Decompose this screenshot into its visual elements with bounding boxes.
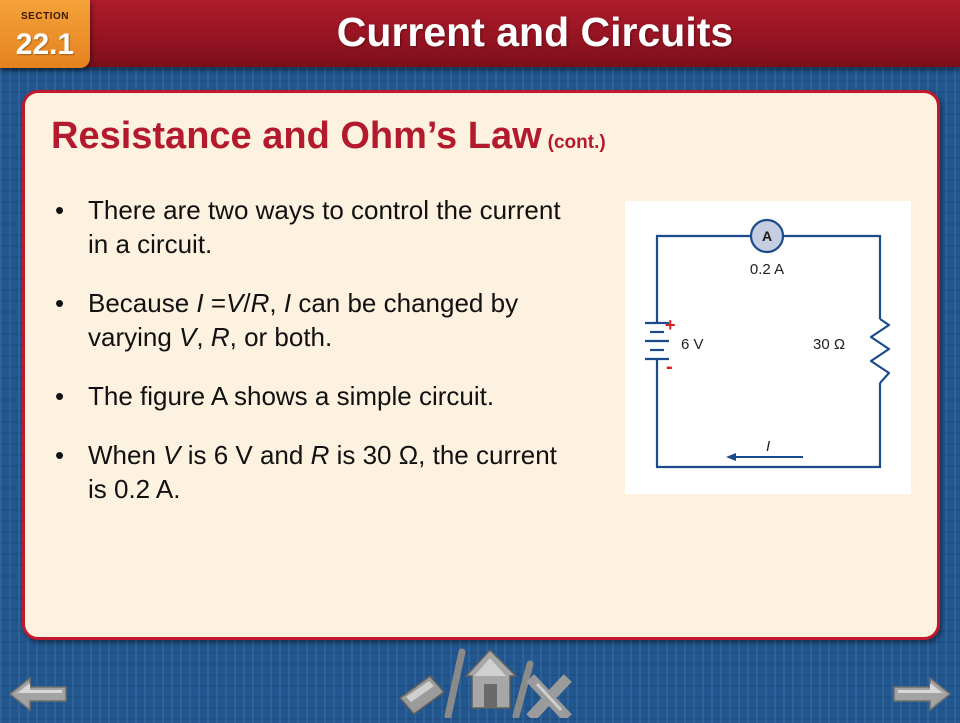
circuit-figure [625,201,911,494]
bullet-item [55,379,575,413]
back-button[interactable] [8,674,68,714]
section-badge [0,0,90,68]
bullet-text-run: The figure A shows a simple circuit. [88,381,495,411]
section-number: 22.1 [15,28,75,61]
ammeter-reading: 0.2 A [749,261,785,278]
forward-button[interactable] [892,674,952,714]
exit-icon[interactable] [534,682,564,714]
resistance-label: 30 Ω [813,336,846,353]
bullet-variable: V [179,322,197,352]
bullet-dot: • [55,195,65,225]
back-tool-icon[interactable] [400,676,444,714]
bullet-item [55,438,575,506]
bullet-text-run: can be changed by varying [88,288,519,352]
bullet-text-run: When [88,440,164,470]
bullet-variable: I [196,288,204,318]
slide-title-suffix: (cont.) [547,132,606,153]
bullet-text-run: / [243,288,251,318]
ammeter-symbol: A [761,228,773,244]
chapter-title: Current and Circuits [336,9,734,55]
bullet-text-run: , [269,288,284,318]
bullet-item [55,193,575,261]
bullet-item [55,286,575,354]
bullet-dot: • [55,440,65,470]
bullet-text-run: Because [88,288,197,318]
bullet-dot: • [55,381,65,411]
battery-voltage-label: 6 V [681,336,704,353]
header-bar [0,0,960,67]
bullet-dot: • [55,288,65,318]
divider-slash-icon [516,664,530,716]
bullet-list [55,193,575,531]
current-arrowhead-icon [726,453,736,461]
bullet-text [88,288,518,352]
bullet-text-run: = [203,288,227,318]
battery-plus-sign: + [665,315,676,335]
bullet-text-run: is 6 V and [180,440,311,470]
bullet-text [88,381,494,411]
section-label: SECTION [21,11,69,22]
bullet-variable: R [250,288,270,318]
slide-title [51,115,606,158]
slide-title-main: Resistance and Ohm’s Law [51,115,542,157]
resistor-icon [871,319,889,383]
home-icon[interactable] [466,650,516,708]
bullet-text-run: , [196,322,211,352]
forward-arrow-icon [892,674,952,714]
bullet-variable: I [283,288,292,318]
slide-nav-group [398,646,576,718]
battery-minus-sign: - [666,356,673,378]
bullet-variable: R [310,440,330,470]
circuit-diagram [625,201,911,494]
bullet-variable: V [163,440,181,470]
bullet-variable: V [226,288,244,318]
divider-slash-icon [448,652,462,716]
bullet-variable: R [210,322,230,352]
bullet-text-run: There are two ways to control the current in a circuit. [88,195,561,259]
bullet-text-run: , or both. [229,322,333,352]
bullet-text-run: is 30 Ω, the current is 0.2 A. [88,440,557,504]
current-label: I [766,438,771,455]
bullet-text [88,195,561,259]
back-arrow-icon [8,674,68,714]
bullet-text [88,440,557,504]
content-panel [22,90,940,640]
